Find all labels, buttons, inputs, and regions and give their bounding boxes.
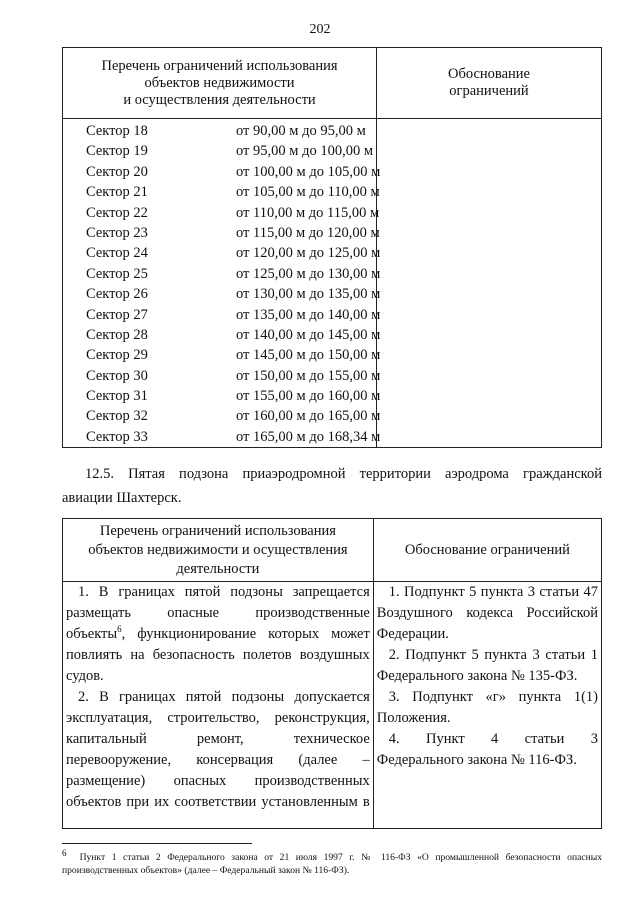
restrictions-table-fifth-subzone [62,518,602,829]
justification-line: 2. Подпункт 5 пункта 3 статьи 1 [388,647,598,663]
footnote-separator [62,843,252,844]
table1-header-line: ограничений [449,83,529,99]
justification-line: 4. Пункт 4 статьи 3 [388,731,598,747]
table1-header-line: и осуществления деятельности [123,91,316,108]
restriction-line: размещать опасные производственные [66,605,370,621]
table1-header-line: объектов недвижимости [144,74,295,91]
restriction-line: эксплуатация, строительство, реконструкция, [66,710,370,726]
sector-name: Сектор 24 [86,245,148,262]
table-row [63,427,381,447]
table2-header-line: объектов недвижимости и осуществления [88,541,348,558]
table-row [63,325,381,345]
footnote-text: Пункт 1 статьи 2 Федерального закона от 21 июля 1997 г. № 116-ФЗ «О промышленной безопасности опасных [79,852,602,863]
table-row [63,141,376,161]
table-row [63,162,381,182]
table-row [63,203,380,223]
sector-range: от 100,00 м до 105,00 м [236,163,381,180]
paragraph-line: авиации Шахтерск. [62,490,182,506]
table-row [63,284,381,304]
sector-name: Сектор 29 [86,347,148,364]
table1-header-line: Перечень ограничений использования [101,57,338,74]
table-row [63,264,381,284]
table2-header-line: деятельности [176,560,260,577]
sector-name: Сектор 30 [86,367,148,384]
sector-name: Сектор 25 [86,265,148,282]
table-row [63,345,381,365]
sector-range: от 110,00 м до 115,00 м [236,204,380,221]
restrictions-table-sectors [62,47,602,448]
sector-range: от 125,00 м до 130,00 м [236,265,381,282]
page-number: 202 [309,22,331,37]
table1-justification-cell [377,119,602,448]
sector-name: Сектор 21 [86,184,148,201]
sector-name: Сектор 26 [86,286,148,303]
table2-header-justification [373,519,601,582]
table-row [63,386,381,406]
sector-name: Сектор 19 [86,143,148,160]
table-row [63,223,380,243]
sector-name: Сектор 23 [86,224,148,241]
sector-range: от 115,00 м до 120,00 м [236,224,380,241]
table2-restrictions-cell [63,582,374,829]
restriction-text: объекты [66,626,118,642]
sector-range: от 105,00 м до 110,00 м [236,184,380,201]
sector-name: Сектор 28 [86,326,148,343]
justification-line: Воздушного кодекса Российской [376,605,598,621]
sector-range: от 150,00 м до 155,00 м [236,367,381,384]
footnote-marker: 6 [62,847,67,858]
sector-range: от 95,00 м до 100,00 м [236,143,373,160]
table2-justification-cell [373,582,601,829]
justification-line: Федерального закона № 135-ФЗ. [376,668,578,684]
sector-range: от 145,00 м до 150,00 м [236,347,381,364]
justification-line: Положения. [376,710,451,726]
table1-header-justification [377,48,602,119]
restriction-line: повлиять на безопасность полетов воздушных [66,647,370,663]
restriction-line: 1. В границах пятой подзоны запрещается [78,584,370,600]
sector-range: от 140,00 м до 145,00 м [236,326,381,343]
justification-line: Федерального закона № 116-ФЗ. [376,752,577,768]
footnote-line [62,847,602,864]
paragraph-line: 12.5. Пятая подзона приаэродромной территории аэродрома гражданской [85,466,602,482]
restriction-line: объектов при их соответствии установленным в [66,794,370,810]
sector-range: от 160,00 м до 165,00 м [236,408,381,425]
table2-header-line: Обоснование ограничений [404,541,570,558]
restriction-line: размещение) опасных производственных [66,773,370,789]
restriction-line-with-footnote [66,624,370,645]
restriction-text: , функционирование которых может [121,626,370,642]
footnote-reference: 6 [117,624,122,635]
table1-header-line: Обоснование [448,66,530,82]
restriction-line: перевооружение, консервация (далее – [66,752,370,768]
table-row [63,366,381,386]
justification-line: 1. Подпункт 5 пункта 3 статьи 47 [388,584,598,600]
sector-range: от 135,00 м до 140,00 м [236,306,381,323]
sector-range: от 120,00 м до 125,00 м [236,245,381,262]
justification-line: Федерации. [376,626,449,642]
sector-name: Сектор 18 [86,123,148,139]
sector-name: Сектор 20 [86,163,148,180]
section-paragraph [62,462,602,510]
restriction-line: судов. [66,668,104,684]
sector-range: от 90,00 м до 95,00 м [236,123,366,139]
table-row [63,406,381,426]
table-row [63,305,381,325]
sector-range: от 165,00 м до 168,34 м [236,428,381,445]
sector-name: Сектор 22 [86,204,148,221]
table1-sector-list [63,119,381,448]
table1-header-restrictions [63,48,377,119]
table2-header-line: Перечень ограничений использования [99,522,336,539]
table2-header-restrictions [63,519,374,582]
sector-name: Сектор 31 [86,388,148,405]
sector-name: Сектор 27 [86,306,148,323]
sector-range: от 155,00 м до 160,00 м [236,388,381,405]
restriction-line: капитальный ремонт, техническое [66,731,370,747]
table-row [63,182,380,202]
sector-range: от 130,00 м до 135,00 м [236,286,381,303]
restriction-line: 2. В границах пятой подзоны допускается [78,689,370,705]
table-row [63,121,376,141]
sector-name: Сектор 32 [86,408,148,425]
footnote [62,847,602,877]
sector-name: Сектор 33 [86,428,148,445]
justification-line: 3. Подпункт «г» пункта 1(1) [388,689,598,705]
footnote-line: производственных объектов» (далее – Федеральный закон № 116-ФЗ). [62,865,350,876]
table-row [63,243,381,263]
